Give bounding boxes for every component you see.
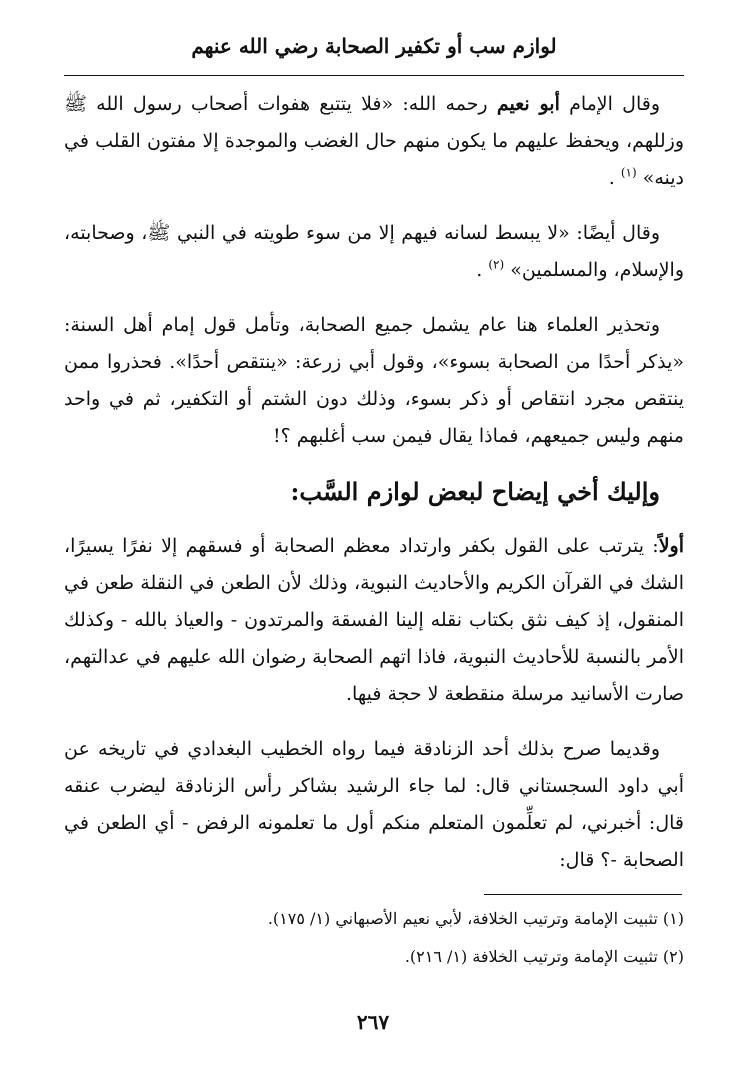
paragraph-text: : يترتب على القول بكفر وارتداد معظم الصحابة أو فسقهم إلا نفرًا يسيرًا، الشك في القرآن الكريم والأحاديث النبوية، وذلك لأن الطعن في النقلة طعن في المنقول، إذ كيف نثق بكتاب نقله إلينا الفسقة والمرتدون - والعياذ بالله - وكذلك الأمر بالنسبة للأحاديث النبوية، فاذا اتهم الصحابة رضوان الله عليهم في عدالتهم، صارت الأسانيد مرسلة منقطعة لا حجة فيها. <box>64 535 684 705</box>
paragraph-text: رحمه الله: «فلا يتتبع هفوات أصحاب رسول الله ﷺ وزللهم، ويحفظ عليهم ما يكون منهم حال الغضب والموجدة إلا مفتون القلب في دينه» <box>64 93 684 189</box>
footnotes <box>64 902 684 978</box>
footnote-2: (٢) تثبيت الإمامة وترتيب الخلافة (١/ ٢١٦). <box>404 947 684 966</box>
scholar-name: أبو نعيم <box>496 93 560 115</box>
footnote-ref-2[interactable]: (٢) <box>488 257 505 272</box>
paragraph-first-point <box>64 528 684 713</box>
running-title: لوازم سب أو تكفير الصحابة رضي الله عنهم <box>191 34 557 58</box>
paragraph-abu-nuaim <box>64 86 684 197</box>
paragraph-end: . <box>476 259 483 281</box>
paragraph-warning: وتحذير العلماء هنا عام يشمل جميع الصحابة، وتأمل قول إمام أهل السنة: «يذكر أحدًا من الصحابة بسوء»، وقول أبي زرعة: «ينتقص أحدًا». فحذروا ممن ينتقص مجرد انتقاص أو ذكر بسوء، وذلك دون الشتم أو التكفير، ثم في واحد منهم وليس جميعهم، فماذا يقال فيمن سب أغلبهم ؟! <box>64 314 684 447</box>
paragraph-text: وقال أيضًا: «لا يبسط لسانه فيهم إلا من سوء طويته في النبي ﷺ، وصحابته، والإسلام، والمسلمين» <box>64 222 684 281</box>
footnote-rule <box>484 894 682 895</box>
paragraph-also-said <box>64 215 684 289</box>
page-number: ٢٦٧ <box>356 1010 390 1034</box>
main-text <box>64 86 684 897</box>
paragraph-zanadiqa: وقديما صرح بذلك أحد الزنادقة فيما رواه الخطيب البغدادي في تاريخه عن أبي داود السجستاني قال: لما جاء الرشيد بشاكر رأس الزنادقة ليضرب عنقه قال: أخبرني، لم تعلِّمون المتعلم منكم أول ما تعلمونه الرفض - أي الطعن في الصحابة -؟ قال: <box>64 738 684 871</box>
header-rule <box>64 75 684 76</box>
point-label: أولاً <box>658 535 684 557</box>
paragraph-end: . <box>608 167 615 189</box>
paragraph-intro: وقال الإمام <box>559 93 660 115</box>
section-heading: وإليك أخي إيضاح لبعض لوازم السَّب: <box>290 477 660 506</box>
footnote-ref-1[interactable]: (١) <box>620 165 637 180</box>
footnote-1: (١) تثبيت الإمامة وترتيب الخلافة، لأبي نعيم الأصبهاني (١/ ١٧٥). <box>267 909 684 928</box>
